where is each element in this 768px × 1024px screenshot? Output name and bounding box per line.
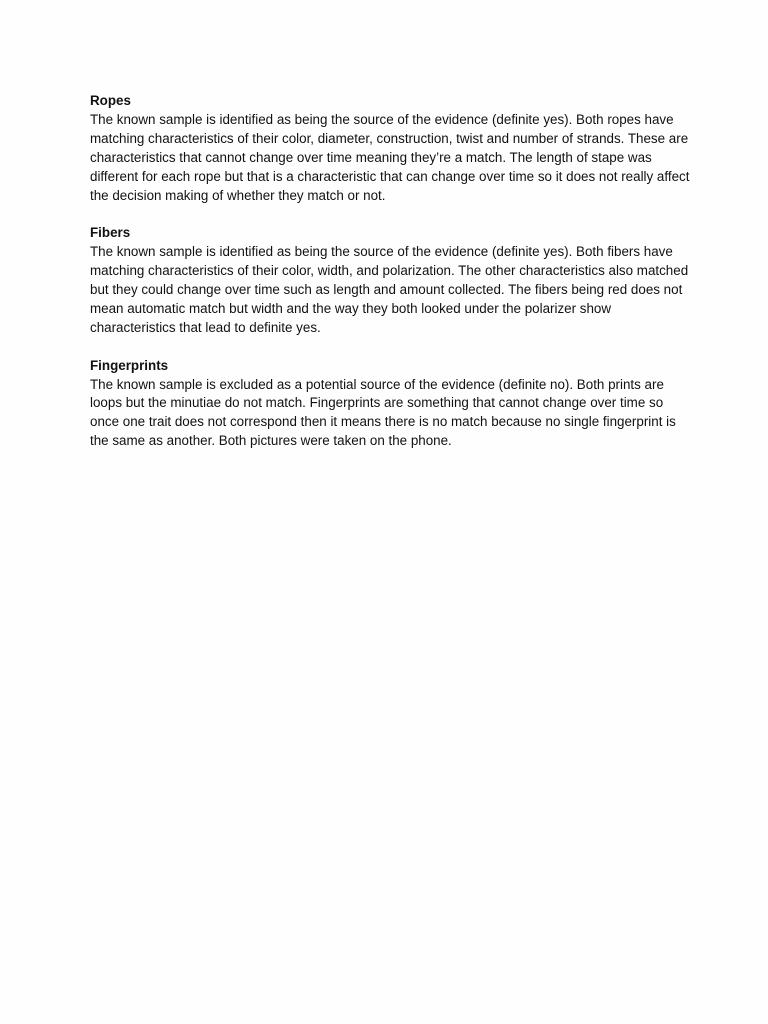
section-heading: Fingerprints	[90, 357, 169, 373]
section-fibers	[90, 224, 690, 337]
section-fingerprints	[90, 357, 690, 452]
section-paragraph: The known sample is identified as being the source of the evidence (definite yes). Both ropes have matching characteristics of their color, diameter, construction, twist and number of strands. These are characteristics that cannot change over time meaning they’re a match. The length of stape was different for each rope but that is a characteristic that can change over time so it does not really affect the decision making of whether they match or not.	[90, 111, 690, 203]
section-heading: Fibers	[90, 225, 131, 241]
section-paragraph: The known sample is excluded as a potential source of the evidence (definite no). Both prints are loops but the minutiae do not match. Fingerprints are something that cannot change over time so once one trait does not correspond then it means there is no match because no single fingerprint is the same as another. Both pictures were taken on the phone.	[90, 376, 676, 449]
section-paragraph: The known sample is identified as being the source of the evidence (definite yes). Both fibers have matching characteristics of their color, width, and polarization. The other characteristics also matched but they could change over time such as length and amount collected. The fibers being red does not mean automatic match but width and the way they both looked under the polarizer show characteristics that lead to definite yes.	[90, 244, 689, 335]
section-ropes	[90, 92, 690, 205]
document-content	[90, 92, 690, 470]
section-heading: Ropes	[90, 93, 131, 108]
